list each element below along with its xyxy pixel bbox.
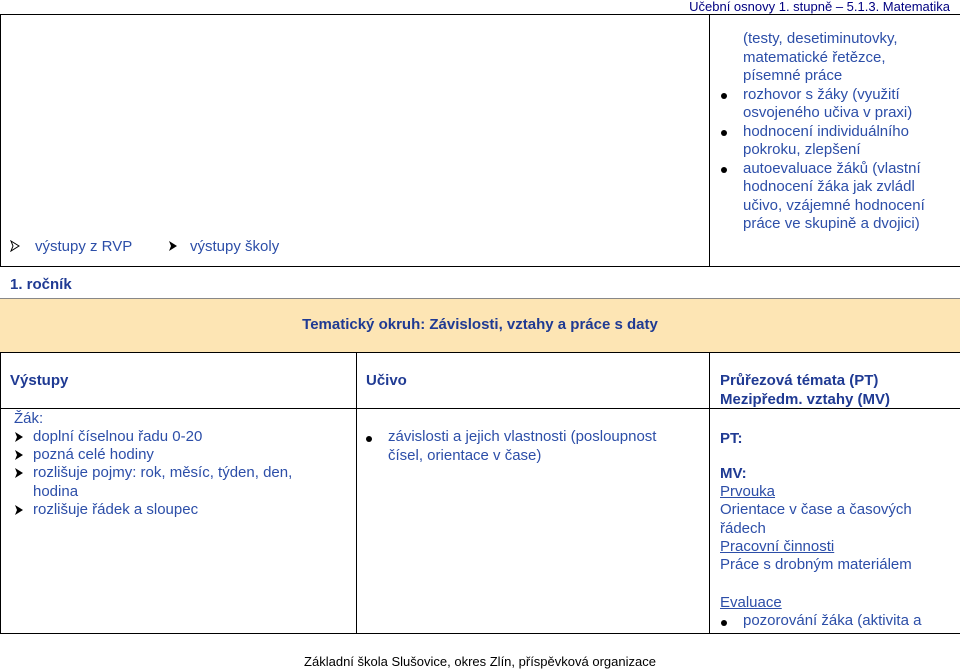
top-table-border-left bbox=[0, 14, 1, 267]
prvouka-link[interactable]: Prvouka bbox=[720, 483, 776, 500]
evaluace-bullet: pozorování žáka (aktivita a bbox=[743, 612, 922, 629]
bullet-item: hodnocení individuálního pokroku, zlepšení bbox=[743, 123, 958, 160]
vystupy-item: pozná celé hodiny bbox=[33, 446, 154, 463]
prvouka-text: Orientace v čase a časových řádech bbox=[720, 501, 912, 537]
mv-label: MV: bbox=[720, 465, 747, 482]
top-right-block bbox=[743, 30, 958, 234]
top-table-divider bbox=[709, 14, 710, 267]
legend-school: výstupy školy bbox=[190, 238, 280, 255]
main-table-divider-2 bbox=[709, 352, 710, 634]
main-table-border-left bbox=[0, 352, 1, 634]
bullet-icon bbox=[721, 167, 727, 173]
filled-arrow-icon bbox=[14, 504, 24, 516]
bullet-icon bbox=[721, 93, 727, 99]
continuation-line: matematické řetězce, bbox=[743, 48, 886, 66]
bullet-icon bbox=[366, 436, 372, 442]
filled-arrow-icon bbox=[14, 467, 24, 479]
outline-arrow-icon bbox=[10, 240, 20, 252]
column-header-prurezova: Průřezová témata (PT) Mezipředm. vztahy (MV) bbox=[720, 372, 891, 408]
band-border-top bbox=[0, 298, 960, 299]
pracovni-link[interactable]: Pracovní činnosti bbox=[720, 538, 835, 555]
main-table-border-top bbox=[0, 352, 960, 353]
vystupy-item: doplní číselnou řadu 0-20 bbox=[33, 428, 203, 445]
top-table-border-bottom bbox=[0, 266, 960, 267]
vystupy-item: rozlišuje řádek a sloupec bbox=[33, 501, 199, 518]
filled-arrow-icon bbox=[14, 431, 24, 443]
main-table-border-bottom bbox=[0, 633, 960, 634]
continuation-line: (testy, desetiminutovky, bbox=[743, 30, 898, 47]
grade-label: 1. ročník bbox=[10, 276, 72, 293]
document-header: Učební osnovy 1. stupně – 5.1.3. Matematika bbox=[689, 0, 950, 14]
bullet-item: rozhovor s žáky (využití osvojeného učiva v praxi) bbox=[743, 86, 958, 123]
bullet-icon bbox=[721, 130, 727, 136]
pracovni-text: Práce s drobným materiálem bbox=[720, 556, 912, 573]
main-table-divider-1 bbox=[356, 352, 357, 634]
vystupy-intro: Žák: bbox=[14, 410, 44, 427]
legend-rvp: výstupy z RVP bbox=[35, 238, 133, 255]
theme-title: Tematický okruh: Závislosti, vztahy a práce s daty bbox=[302, 316, 658, 333]
column-header-ucivo: Učivo bbox=[366, 372, 407, 389]
bullet-icon bbox=[721, 620, 727, 626]
vystupy-item: rozlišuje pojmy: rok, měsíc, týden, den, hodina bbox=[33, 464, 293, 500]
ucivo-item: závislosti a jejich vlastnosti (posloupnost čísel, orientace v čase) bbox=[388, 428, 657, 464]
evaluace-link[interactable]: Evaluace bbox=[720, 594, 782, 611]
filled-arrow-icon bbox=[14, 449, 24, 461]
filled-arrow-icon bbox=[168, 240, 178, 252]
column-header-vystupy: Výstupy bbox=[10, 372, 69, 389]
document-footer: Základní škola Slušovice, okres Zlín, příspěvková organizace bbox=[304, 654, 656, 669]
top-table-border-top bbox=[0, 14, 960, 15]
bullet-item: autoevaluace žáků (vlastní hodnocení žáka jak zvládl učivo, vzájemné hodnocení práce ve skupině a dvojici) bbox=[743, 160, 958, 234]
pt-label: PT: bbox=[720, 430, 743, 447]
continuation-line: písemné práce bbox=[743, 67, 843, 84]
